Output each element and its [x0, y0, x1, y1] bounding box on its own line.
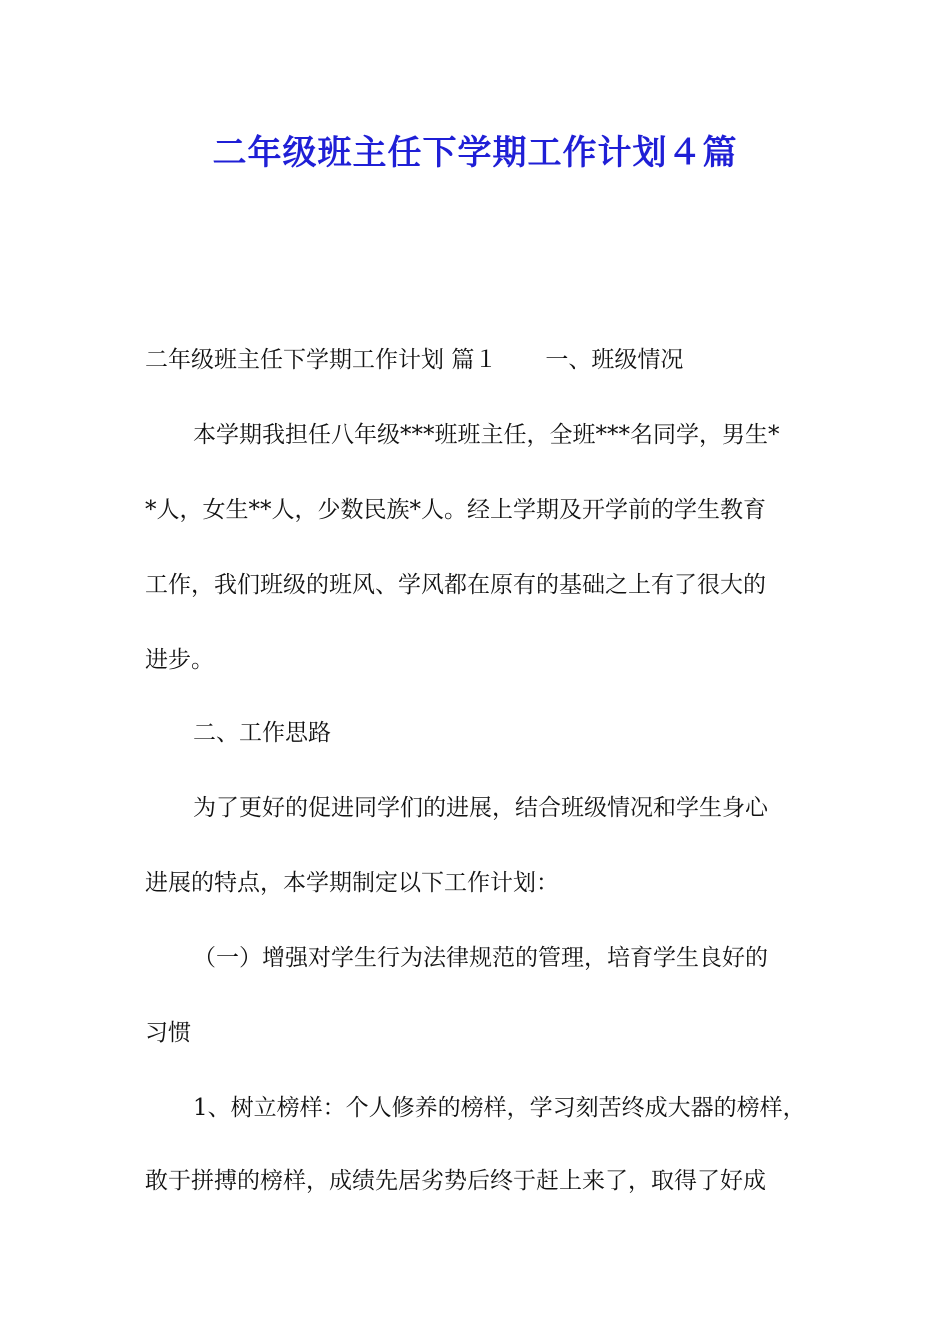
document-title: 二年级班主任下学期工作计划４篇	[212, 133, 738, 173]
section-one-heading: 一、班级情况	[545, 347, 684, 373]
plan-name: 二年级班主任下学期工作计划	[145, 347, 444, 373]
section-two-heading: 二、工作思路	[193, 720, 331, 746]
paragraph-line: 为了更好的促进同学们的进展，结合班级情况和学生身心	[193, 795, 768, 821]
article-number: 篇１	[451, 347, 498, 373]
paragraph-line: 1、树立榜样：个人修养的榜样，学习刻苦终成大器的榜样，	[193, 1095, 806, 1121]
paragraph-line: 本学期我担任八年级***班班主任，全班***名同学，男生*	[193, 422, 780, 448]
paragraph-line: *人，女生**人，少数民族*人。经上学期及开学前的学生教育	[145, 497, 766, 523]
subsection-heading-continued: 习惯	[145, 1020, 191, 1046]
paragraph-line: 进展的特点，本学期制定以下工作计划：	[145, 870, 559, 896]
paragraph-line: 进步。	[145, 647, 214, 673]
paragraph-line: 工作，我们班级的班风、学风都在原有的基础之上有了很大的	[145, 572, 766, 598]
section-heading-line	[145, 340, 810, 380]
paragraph-line: 敢于拼搏的榜样，成绩先居劣势后终于赶上来了，取得了好成	[145, 1168, 766, 1194]
subsection-heading: （一）增强对学生行为法律规范的管理，培育学生良好的	[193, 945, 768, 971]
